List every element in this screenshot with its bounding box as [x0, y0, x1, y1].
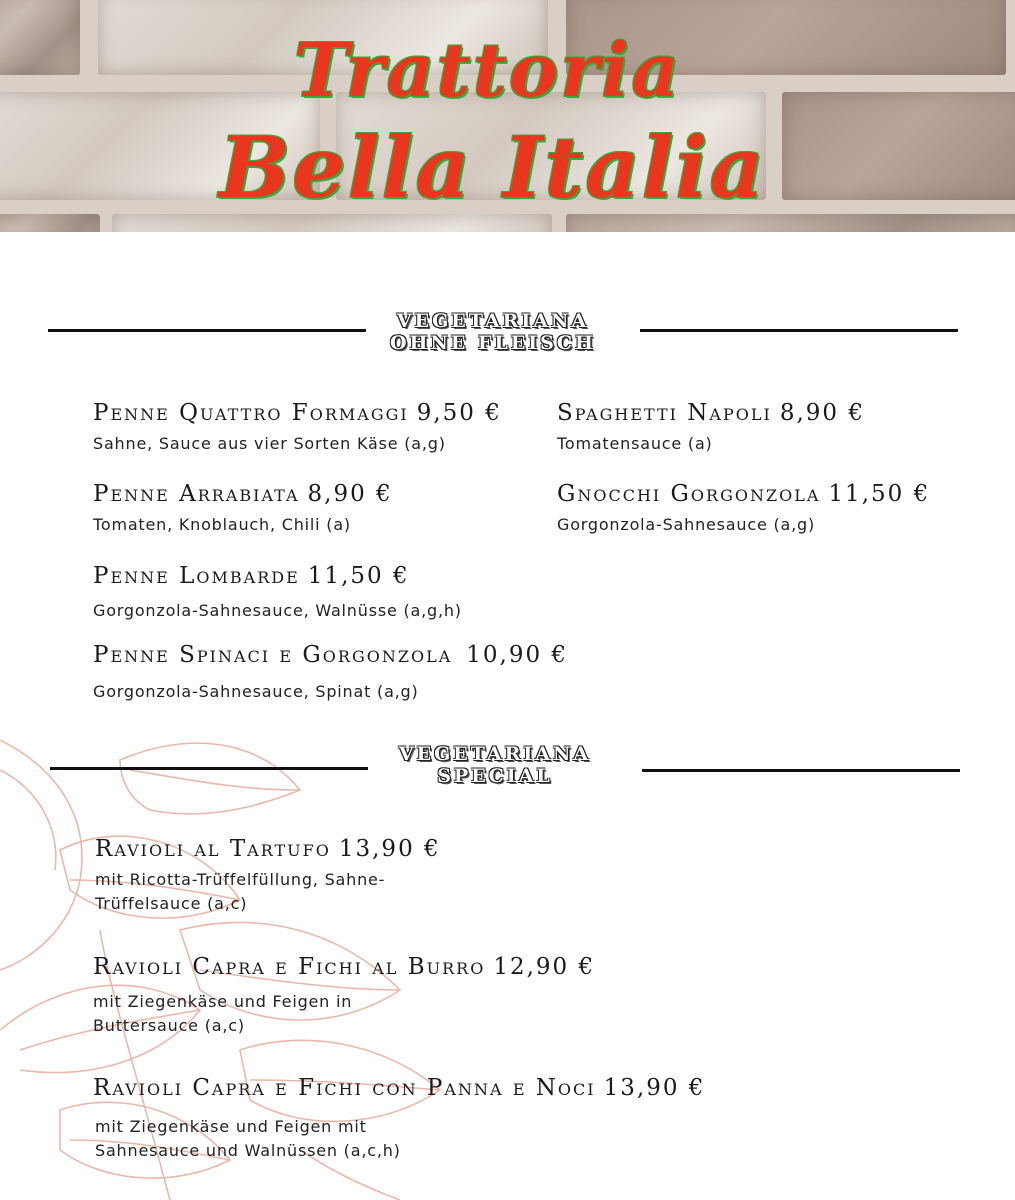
dish-description-line: mit Ziegenkäse und Feigen mit [95, 1117, 367, 1136]
dish-description: Gorgonzola-Sahnesauce (a,g) [557, 515, 816, 534]
section-divider-left [48, 329, 366, 332]
menu-item [557, 400, 865, 456]
dish-price: 8,90 € [779, 400, 865, 426]
dish-description-line: mit Ziegenkäse und Feigen in [93, 992, 353, 1011]
dish-name: Penne Lombarde [93, 563, 300, 589]
dish-price: 11,50 € [828, 481, 931, 507]
dish-name: Ravioli al Tartufo [95, 836, 331, 862]
dish-price: 13,90 € [603, 1075, 706, 1101]
dish-name: Penne Spinaci e Gorgonzola [93, 642, 453, 668]
menu-item [93, 481, 393, 537]
section-heading-line1: VEGETARIANA [398, 743, 592, 765]
section-divider-right [640, 329, 958, 332]
section-heading [343, 310, 643, 354]
menu-item [95, 836, 441, 916]
dish-description-line: Sahnesauce und Walnüssen (a,c,h) [95, 1141, 401, 1160]
dish-price: 13,90 € [338, 836, 441, 862]
dish-description [95, 1115, 705, 1163]
dish-name: Penne Arrabiata [93, 481, 300, 507]
dish-name: Ravioli Capra e Fichi con Panna e Noci [93, 1075, 596, 1101]
dish-description [95, 868, 441, 916]
dish-description: Gorgonzola-Sahnesauce, Spinat (a,g) [93, 682, 419, 701]
dish-price: 11,50 € [307, 563, 410, 589]
restaurant-title-line2: Bella Italia [219, 118, 766, 217]
dish-price: 9,50 € [416, 400, 502, 426]
dish-description-line: Buttersauce (a,c) [93, 1016, 245, 1035]
dish-description-line: Trüffelsauce (a,c) [95, 894, 248, 913]
menu-item [93, 1075, 705, 1163]
dish-description [93, 990, 595, 1038]
menu-item [93, 563, 462, 623]
dish-description: Sahne, Sauce aus vier Sorten Käse (a,g) [93, 434, 446, 453]
menu-item [557, 481, 930, 537]
dish-price: 10,90 € [466, 642, 569, 668]
section-heading [345, 743, 645, 787]
menu-item [93, 400, 502, 456]
menu-item [93, 642, 568, 704]
dish-name: Gnocchi Gorgonzola [557, 481, 821, 507]
dish-price: 8,90 € [307, 481, 393, 507]
section-heading-line2: SPECIAL [437, 765, 553, 787]
brick-header [0, 0, 1015, 232]
section-divider-right [642, 769, 960, 772]
section-divider-left [50, 767, 368, 770]
dish-description-line: mit Ricotta-Trüffelfüllung, Sahne- [95, 870, 386, 889]
dish-name: Penne Quattro Formaggi [93, 400, 409, 426]
dish-description: Gorgonzola-Sahnesauce, Walnüsse (a,g,h) [93, 601, 462, 620]
dish-name: Spaghetti Napoli [557, 400, 772, 426]
restaurant-title-line1: Trattoria [293, 28, 682, 114]
section-heading-line1: VEGETARIANA [396, 310, 590, 332]
dish-description: Tomaten, Knoblauch, Chili (a) [93, 515, 351, 534]
section-heading-line2: OHNE FLEISCH [390, 332, 596, 354]
dish-name: Ravioli Capra e Fichi al Burro [93, 954, 486, 980]
menu-item [93, 954, 595, 1038]
dish-description: Tomatensauce (a) [557, 434, 713, 453]
dish-price: 12,90 € [493, 954, 596, 980]
